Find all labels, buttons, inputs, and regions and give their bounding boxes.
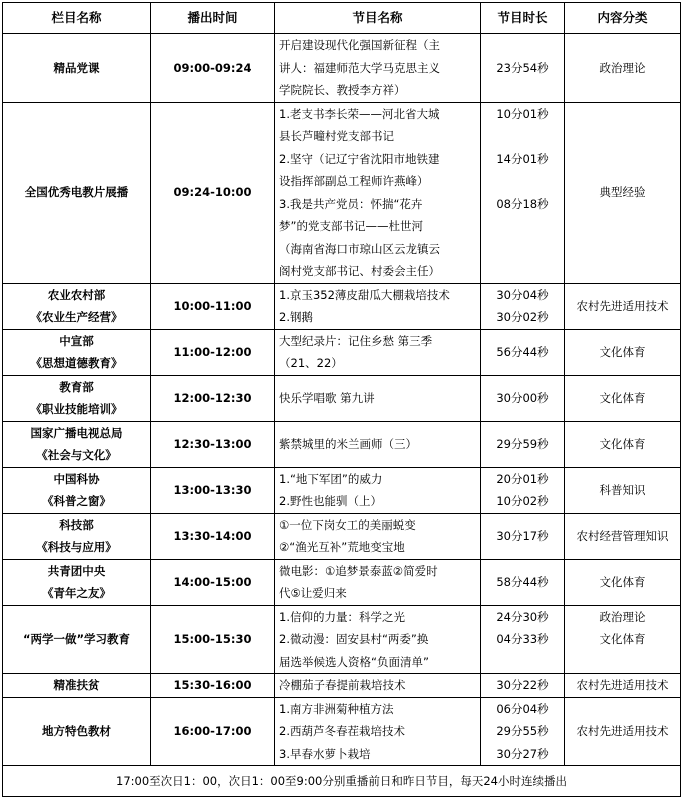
schedule-row bbox=[3, 329, 681, 375]
column-name-cell bbox=[3, 421, 151, 467]
duration-line: 30分00秒 bbox=[496, 390, 549, 405]
column-name-line: 《科技与应用》 bbox=[36, 540, 117, 554]
header-category: 内容分类 bbox=[565, 3, 681, 34]
duration-line: 30分22秒 bbox=[496, 678, 549, 692]
program-name-line: 2.西葫芦冬春茬栽培技术 bbox=[279, 724, 405, 738]
schedule-row bbox=[3, 467, 681, 513]
category-cell bbox=[565, 513, 681, 559]
program-name-cell bbox=[275, 513, 481, 559]
duration-line: 10分01秒 bbox=[496, 106, 549, 121]
schedule-row bbox=[3, 283, 681, 329]
category-line: 政治理论 bbox=[599, 60, 646, 75]
program-name-cell bbox=[275, 283, 481, 329]
program-name-line: ②“渔光互补”荒地变宝地 bbox=[279, 540, 405, 554]
category-line: 文化体育 bbox=[599, 390, 646, 405]
program-name-line: 学院院长、教授李方祥） bbox=[279, 83, 406, 97]
program-name-line: 2.微动漫：固安县村“两委”换 bbox=[279, 632, 429, 646]
program-name-line: 1.信仰的力量：科学之光 bbox=[279, 609, 405, 624]
program-name-cell bbox=[275, 559, 481, 605]
duration-line: 23分54秒 bbox=[496, 60, 549, 75]
category-line: 文化体育 bbox=[599, 436, 646, 451]
footer-row bbox=[3, 766, 681, 797]
column-name-cell bbox=[3, 467, 151, 513]
column-name-line: 全国优秀电教片展播 bbox=[24, 185, 129, 200]
schedule-row bbox=[3, 102, 681, 283]
category-cell bbox=[565, 283, 681, 329]
header-program-name: 节目名称 bbox=[275, 3, 481, 34]
duration-line bbox=[481, 170, 564, 193]
schedule-row bbox=[3, 34, 681, 103]
air-time-cell: 16:00-17:00 bbox=[151, 697, 275, 766]
program-name-cell bbox=[275, 102, 481, 283]
category-cell bbox=[565, 329, 681, 375]
duration-cell bbox=[481, 102, 565, 283]
column-name-line: 《职业技能培训》 bbox=[30, 402, 123, 416]
column-name-line: 《青年之友》 bbox=[42, 586, 111, 600]
program-name-line: 1.京玉352薄皮甜瓜大棚栽培技术 bbox=[279, 287, 450, 302]
column-name-line: 《科普之窗》 bbox=[42, 494, 111, 508]
category-cell bbox=[565, 674, 681, 698]
category-line: 政治理论 bbox=[599, 609, 646, 624]
duration-line: 56分44秒 bbox=[496, 344, 549, 359]
column-name-line: “两学一做”学习教育 bbox=[22, 632, 131, 646]
program-name-line: 设指挥部副总工程师许燕峰） bbox=[279, 174, 429, 188]
duration-cell bbox=[481, 559, 565, 605]
column-name-cell bbox=[3, 34, 151, 103]
air-time-cell: 13:00-13:30 bbox=[151, 467, 275, 513]
program-name-line: 阁村党支部书记、村委会主任） bbox=[279, 264, 440, 278]
schedule-row bbox=[3, 559, 681, 605]
air-time-cell: 12:30-13:00 bbox=[151, 421, 275, 467]
schedule-body bbox=[3, 34, 681, 766]
column-name-cell bbox=[3, 102, 151, 283]
category-line: 农村先进适用技术 bbox=[576, 678, 669, 692]
column-name-line: 国家广播电视总局 bbox=[30, 425, 123, 440]
air-time-cell: 13:30-14:00 bbox=[151, 513, 275, 559]
program-name-line: 3.早春水萝卜栽培 bbox=[279, 746, 371, 761]
air-time-cell: 09:24-10:00 bbox=[151, 102, 275, 283]
program-name-line: 1.“地下军团”的威力 bbox=[279, 471, 383, 486]
column-name-line: 教育部 bbox=[59, 379, 94, 394]
category-line: 农村先进适用技术 bbox=[576, 724, 669, 738]
program-name-line: 3.我是共产党员：怀揣“花卉 bbox=[279, 196, 423, 211]
program-name-cell bbox=[275, 697, 481, 766]
duration-line bbox=[481, 125, 564, 148]
header-duration: 节目时长 bbox=[481, 3, 565, 34]
category-cell bbox=[565, 559, 681, 605]
schedule-row bbox=[3, 697, 681, 766]
category-line bbox=[565, 651, 680, 674]
duration-line: 14分01秒 bbox=[496, 151, 549, 166]
air-time-cell: 15:30-16:00 bbox=[151, 674, 275, 698]
category-cell bbox=[565, 375, 681, 421]
header-column-name: 栏目名称 bbox=[3, 3, 151, 34]
category-cell bbox=[565, 421, 681, 467]
duration-cell bbox=[481, 375, 565, 421]
duration-line bbox=[481, 238, 564, 261]
column-name-line: 科技部 bbox=[59, 517, 94, 532]
program-name-cell bbox=[275, 421, 481, 467]
duration-cell bbox=[481, 467, 565, 513]
duration-line: 10分02秒 bbox=[496, 494, 549, 508]
program-name-line: 2.钢鹅 bbox=[279, 310, 313, 324]
column-name-line: 中宣部 bbox=[59, 333, 94, 348]
air-time-cell: 11:00-12:00 bbox=[151, 329, 275, 375]
category-cell bbox=[565, 605, 681, 674]
category-line: 典型经验 bbox=[599, 185, 646, 200]
column-name-cell bbox=[3, 513, 151, 559]
category-line: 科普知识 bbox=[599, 482, 646, 497]
column-name-line: 中国科协 bbox=[53, 471, 100, 486]
duration-cell bbox=[481, 513, 565, 559]
program-name-line: ①一位下岗女工的美丽蜕变 bbox=[279, 517, 416, 532]
duration-line: 08分18秒 bbox=[496, 196, 549, 211]
schedule-table bbox=[2, 2, 681, 797]
duration-line: 04分33秒 bbox=[496, 632, 549, 646]
program-name-line: 大型纪录片：记住乡愁 第三季 bbox=[279, 333, 433, 348]
duration-line bbox=[481, 215, 564, 238]
program-name-line: 讲人：福建师范大学马克思主义 bbox=[279, 60, 440, 75]
program-name-line: 代⑤让爱归来 bbox=[279, 586, 347, 600]
air-time-cell: 14:00-15:00 bbox=[151, 559, 275, 605]
schedule-row bbox=[3, 421, 681, 467]
program-name-line: （21、22） bbox=[279, 356, 343, 370]
column-name-line: 精准扶贫 bbox=[53, 678, 100, 692]
column-name-line: 地方特色教材 bbox=[42, 724, 111, 738]
program-name-line: 梦”的党支部书记——杜世河 bbox=[279, 219, 423, 233]
duration-line: 30分04秒 bbox=[496, 287, 549, 302]
program-name-line: 1.南方非洲菊种植方法 bbox=[279, 701, 394, 716]
program-name-line: 微电影：①追梦景泰蓝②简爱时 bbox=[279, 563, 438, 578]
air-time-cell: 15:00-15:30 bbox=[151, 605, 275, 674]
program-name-cell bbox=[275, 605, 481, 674]
duration-line bbox=[481, 260, 564, 283]
duration-line: 30分27秒 bbox=[496, 746, 549, 761]
column-name-line: 精品党课 bbox=[53, 60, 100, 75]
program-name-line: 开启建设现代化强国新征程（主 bbox=[279, 38, 440, 52]
schedule-row bbox=[3, 513, 681, 559]
column-name-cell bbox=[3, 674, 151, 698]
category-cell bbox=[565, 102, 681, 283]
program-name-line: 紫禁城里的米兰画师（三） bbox=[279, 436, 417, 451]
column-name-cell bbox=[3, 605, 151, 674]
duration-cell bbox=[481, 605, 565, 674]
duration-line: 29分59秒 bbox=[496, 436, 549, 451]
footer-note: 17:00至次日1：00，次日1：00至9:00分别重播前日和昨日节目，每天24小时连续播出 bbox=[3, 766, 681, 797]
program-name-line: 届选举候选人资格“负面清单” bbox=[279, 654, 429, 669]
program-name-line: 县长芦疃村党支部书记 bbox=[279, 129, 394, 143]
program-name-line: （海南省海口市琼山区云龙镇云 bbox=[279, 241, 440, 256]
air-time-cell: 09:00-09:24 bbox=[151, 34, 275, 103]
program-name-cell bbox=[275, 674, 481, 698]
column-name-line: 共青团中央 bbox=[47, 563, 106, 578]
duration-line: 30分17秒 bbox=[496, 528, 549, 543]
duration-line bbox=[481, 651, 564, 674]
duration-line: 24分30秒 bbox=[496, 609, 549, 624]
column-name-cell bbox=[3, 375, 151, 421]
column-name-cell bbox=[3, 697, 151, 766]
duration-cell bbox=[481, 697, 565, 766]
column-name-line: 《思想道德教育》 bbox=[30, 356, 123, 370]
duration-cell bbox=[481, 329, 565, 375]
duration-cell bbox=[481, 674, 565, 698]
category-cell bbox=[565, 467, 681, 513]
air-time-cell: 10:00-11:00 bbox=[151, 283, 275, 329]
program-name-cell bbox=[275, 329, 481, 375]
duration-cell bbox=[481, 283, 565, 329]
category-line: 农村先进适用技术 bbox=[576, 298, 669, 313]
duration-cell bbox=[481, 34, 565, 103]
program-name-line: 快乐学唱歌 第九讲 bbox=[279, 390, 375, 405]
category-cell bbox=[565, 697, 681, 766]
program-name-cell bbox=[275, 34, 481, 103]
column-name-line: 《社会与文化》 bbox=[36, 448, 117, 462]
schedule-row bbox=[3, 375, 681, 421]
category-line: 文化体育 bbox=[599, 344, 646, 359]
program-name-line: 2.野性也能驯（上） bbox=[279, 494, 382, 508]
program-name-line: 冷棚茄子春提前栽培技术 bbox=[279, 678, 406, 692]
duration-line: 29分55秒 bbox=[496, 724, 549, 738]
duration-line: 30分02秒 bbox=[496, 310, 549, 324]
column-name-line: 农业农村部 bbox=[47, 287, 106, 302]
column-name-cell bbox=[3, 329, 151, 375]
program-name-line: 1.老支书李长荣——河北省大城 bbox=[279, 106, 440, 121]
category-cell bbox=[565, 34, 681, 103]
column-name-cell bbox=[3, 283, 151, 329]
schedule-row bbox=[3, 674, 681, 698]
category-line: 文化体育 bbox=[599, 574, 646, 589]
program-name-line: 2.坚守（记辽宁省沈阳市地铁建 bbox=[279, 151, 440, 166]
column-name-line: 《农业生产经营》 bbox=[30, 310, 123, 324]
schedule-row bbox=[3, 605, 681, 674]
duration-line: 20分01秒 bbox=[496, 471, 549, 486]
air-time-cell: 12:00-12:30 bbox=[151, 375, 275, 421]
program-name-cell bbox=[275, 375, 481, 421]
header-row bbox=[3, 3, 681, 34]
duration-line: 06分04秒 bbox=[496, 701, 549, 716]
program-name-cell bbox=[275, 467, 481, 513]
duration-cell bbox=[481, 421, 565, 467]
duration-line: 58分44秒 bbox=[496, 574, 549, 589]
column-name-cell bbox=[3, 559, 151, 605]
header-air-time: 播出时间 bbox=[151, 3, 275, 34]
category-line: 文化体育 bbox=[599, 632, 646, 646]
category-line: 农村经营管理知识 bbox=[576, 528, 669, 543]
